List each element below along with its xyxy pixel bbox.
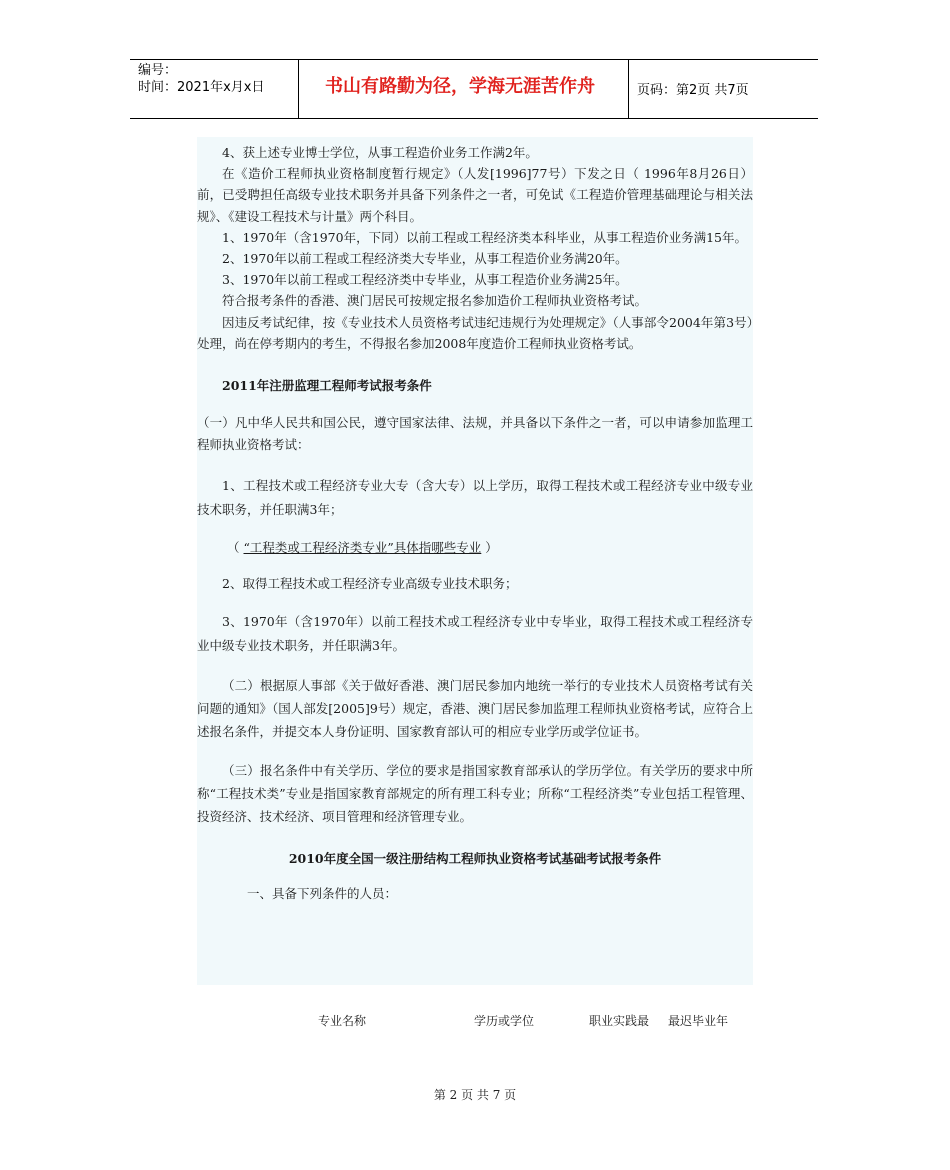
header-top-rule bbox=[130, 59, 818, 60]
section-heading-structural-engineer: 2010年度全国一级注册结构工程师执业资格考试基础考试报考条件 bbox=[288, 850, 662, 866]
document-time-label: 时间：2021年x月x日 bbox=[138, 80, 265, 95]
paragraph: 一、具备下列条件的人员： bbox=[247, 885, 398, 901]
paragraph: （二）根据原人事部《关于做好香港、澳门居民参加内地统一举行的专业技术人员资格考试有关问题的通知》（国人部发[2005]9号）规定，香港、澳门居民参加监理工程师执业资格考试，应符合上述报名条件，并提交本人身份证明、国家教育部认可的相应专业学历或学位证书。 bbox=[197, 677, 753, 739]
specialty-definition-link[interactable]: “工程类或工程经济类专业”具体指哪些专业 bbox=[243, 540, 482, 556]
header-meta bbox=[138, 62, 264, 96]
paragraph: 2、1970年以前工程或工程经济类大专毕业，从事工程造价业务满20年。 bbox=[222, 251, 628, 267]
paragraph: 1、工程技术或工程经济专业大专（含大专）以上学历，取得工程技术或工程经济专业中级专业技术职务，并任职满3年； bbox=[197, 478, 753, 518]
link-close-paren: ） bbox=[485, 540, 498, 556]
specialty-link-line bbox=[197, 537, 753, 558]
paragraph: 在《造价工程师执业资格制度暂行规定》（人发[1996]77号）下发之日（ 1996年8月26日）前，已受聘担任高级专业技术职务并具备下列条件之一者，可免试《工程造价管理基础理论与相关法规》、《建设工程技术与计量》两个科目。 bbox=[197, 166, 753, 224]
header-divider-right bbox=[628, 60, 629, 118]
section-heading-supervision-engineer: 2011年注册监理工程师考试报考条件 bbox=[222, 378, 432, 394]
document-body bbox=[197, 142, 753, 904]
header-page-info: 页码：第2页 共7页 bbox=[637, 83, 749, 98]
document-number-label: 编号： bbox=[138, 63, 178, 78]
paragraph: 3、1970年（含1970年）以前工程技术或工程经济专业中专毕业，取得工程技术或工程经济专业中级专业技术职务，并任职满3年。 bbox=[197, 613, 753, 653]
header-motto: 书山有路勤为径，学海无涯苦作舟 bbox=[325, 76, 595, 97]
paragraph: 2、取得工程技术或工程经济专业高级专业技术职务； bbox=[222, 576, 518, 592]
header-divider-left bbox=[298, 60, 299, 118]
paragraph: 4、获上述专业博士学位，从事工程造价业务工作满2年。 bbox=[222, 145, 538, 160]
paragraph: 因违反考试纪律，按《专业技术人员资格考试违纪违规行为处理规定》（人事部令2004年第3号）处理，尚在停考期内的考生，不得报名参加2008年度造价工程师执业资格考试。 bbox=[197, 314, 753, 351]
table-header-major: 专业名称 bbox=[318, 1014, 367, 1028]
table-header-degree: 学历或学位 bbox=[474, 1014, 535, 1028]
paragraph: （三）报名条件中有关学历、学位的要求是指国家教育部承认的学历学位。有关学历的要求中所称“工程技术类”专业是指国家教育部规定的所有理工科专业；所称“工程经济类”专业包括工程管理、投资经济、技术经济、项目管理和经济管理专业。 bbox=[197, 762, 753, 824]
paragraph: 1、1970年（含1970年，下同）以前工程或工程经济类本科毕业，从事工程造价业务满15年。 bbox=[222, 229, 747, 245]
table-header-practice: 职业实践最 bbox=[589, 1014, 650, 1028]
table-header-graduation: 最迟毕业年 bbox=[668, 1014, 729, 1028]
paragraph: 符合报考条件的香港、澳门居民可按规定报名参加造价工程师执业资格考试。 bbox=[222, 293, 648, 309]
paragraph: 3、1970年以前工程或工程经济类中专毕业，从事工程造价业务满25年。 bbox=[222, 272, 628, 288]
header-bottom-rule bbox=[130, 118, 818, 119]
link-open-paren: （ bbox=[227, 540, 240, 556]
page-footer: 第 2 页 共 7 页 bbox=[433, 1088, 517, 1102]
paragraph: （一）凡中华人民共和国公民，遵守国家法律、法规，并具备以下条件之一者，可以申请参加监理工程师执业资格考试： bbox=[197, 415, 753, 453]
